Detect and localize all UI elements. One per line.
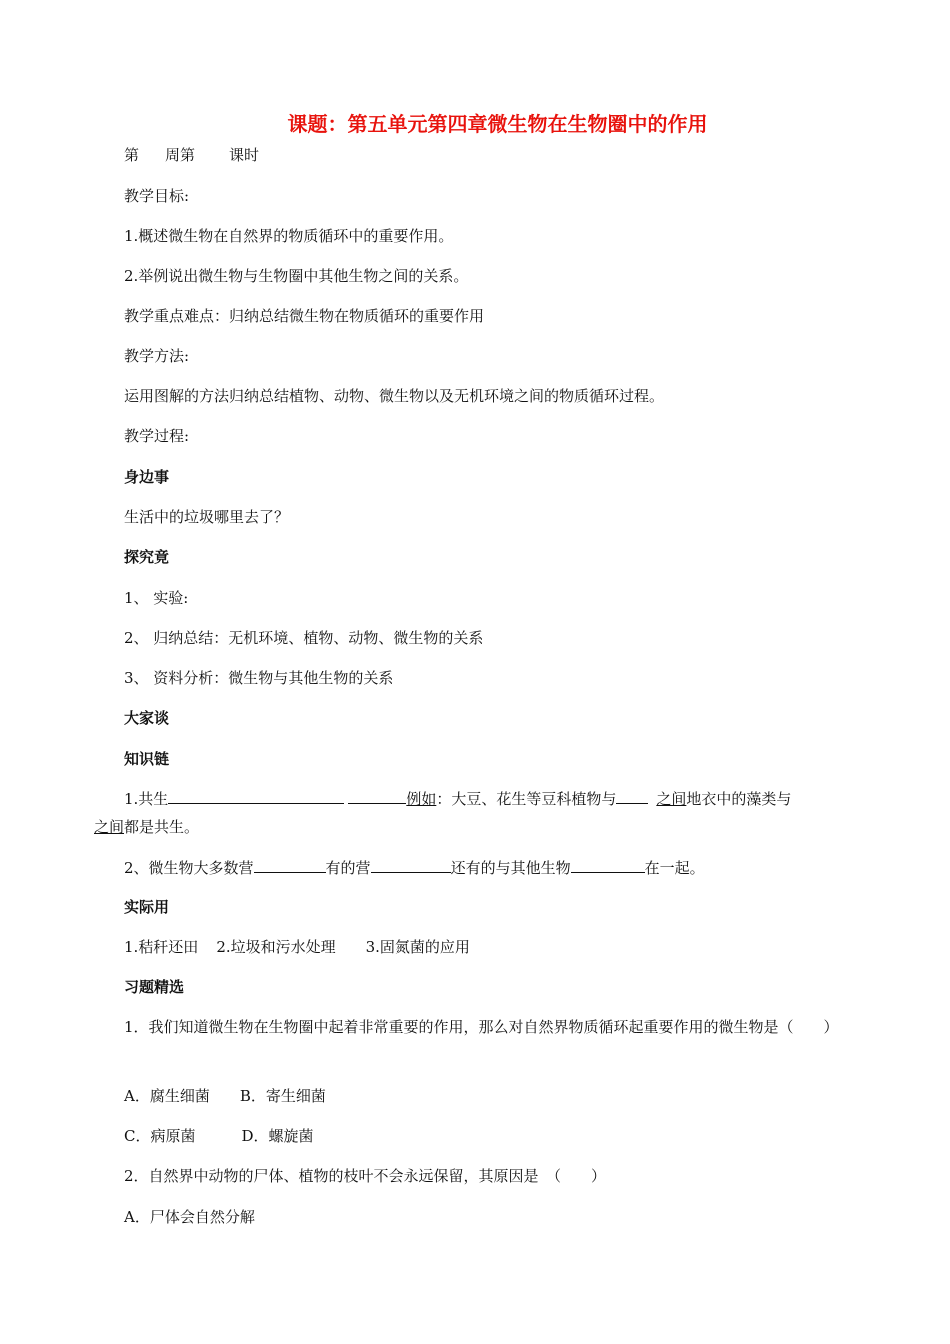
knowledge-item-1 — [94, 785, 860, 841]
key-points: 教学重点难点：归纳总结微生物在物质循环的重要作用 — [124, 307, 485, 325]
fill-blank — [371, 856, 451, 873]
methods-heading: 教学方法: — [124, 347, 190, 365]
question-1-options-row-2 — [124, 1125, 860, 1147]
k1-tail: 地衣中的藻类与 — [686, 790, 792, 808]
k1-mid: ：大豆、花生等豆科植物与 — [436, 790, 617, 808]
objective-item: 2.举例说出微生物与生物圈中其他生物之间的关系。 — [124, 267, 469, 285]
question-2-stem: 2．自然界中动物的尸体、植物的枝叶不会永远保留，其原因是 （ ） — [124, 1167, 607, 1185]
explore-item: 1、 实验: — [124, 589, 189, 607]
option-a: A．腐生细菌 — [124, 1087, 210, 1105]
fill-blank — [168, 787, 344, 804]
schedule-period-label: 课时 — [229, 146, 260, 164]
k2-part-3: 还有的与其他生物 — [450, 859, 571, 877]
process-heading: 教学过程: — [124, 427, 190, 445]
practice-item: 2.垃圾和污水处理 — [216, 938, 336, 956]
k2-part-2: 有的营 — [325, 859, 371, 877]
option-d: D．螺旋菌 — [241, 1127, 314, 1145]
schedule-line — [124, 144, 860, 166]
fill-blank — [254, 856, 326, 873]
section-heading-side: 身边事 — [124, 468, 170, 486]
practice-item: 1.秸秆还田 — [124, 938, 199, 956]
fill-blank — [616, 787, 648, 804]
section-heading-discuss: 大家谈 — [124, 709, 170, 727]
objective-item: 1.概述微生物在自然界的物质循环中的重要作用。 — [124, 227, 454, 245]
k1-between-1: 之间 — [656, 790, 687, 808]
k1-prefix: 1.共生 — [124, 790, 169, 808]
question-1-options-row-1 — [124, 1085, 860, 1107]
schedule-week-prefix: 第 — [124, 146, 140, 164]
k1-between-2: 之间 — [94, 818, 125, 836]
option-c: C．病原菌 — [124, 1127, 196, 1145]
practice-item: 3.固氮菌的应用 — [365, 938, 470, 956]
schedule-week-label: 周第 — [165, 146, 196, 164]
section-heading-exercise: 习题精选 — [124, 978, 185, 996]
side-question: 生活中的垃圾哪里去了？ — [124, 508, 290, 526]
document-title: 课题：第五单元第四章微生物在生物圈中的作用 — [287, 112, 708, 136]
objectives-heading: 教学目标: — [124, 187, 190, 205]
k1-end: 都是共生。 — [124, 818, 200, 836]
fill-blank — [348, 787, 406, 804]
k2-part-4: 在一起。 — [644, 859, 705, 877]
fill-blank — [571, 856, 645, 873]
section-heading-practice: 实际用 — [124, 898, 170, 916]
k2-part-1: 2、微生物大多数营 — [124, 859, 254, 877]
option-b: B．寄生细菌 — [239, 1087, 326, 1105]
practice-line — [124, 936, 860, 958]
section-heading-explore: 探究竟 — [124, 548, 170, 566]
knowledge-item-2 — [124, 856, 860, 879]
k1-example: 例如 — [406, 790, 437, 808]
section-heading-knowledge: 知识链 — [124, 750, 170, 768]
question-1-stem: 1．我们知道微生物在生物圈中起着非常重要的作用，那么对自然界物质循环起重要作用的微生物是（ ） — [124, 1018, 839, 1036]
explore-item: 2、 归纳总结：无机环境、植物、动物、微生物的关系 — [124, 629, 484, 647]
question-2-option-a: A．尸体会自然分解 — [124, 1208, 255, 1226]
methods-text: 运用图解的方法归纳总结植物、动物、微生物以及无机环境之间的物质循环过程。 — [124, 387, 665, 405]
explore-item: 3、 资料分析：微生物与其他生物的关系 — [124, 669, 394, 687]
